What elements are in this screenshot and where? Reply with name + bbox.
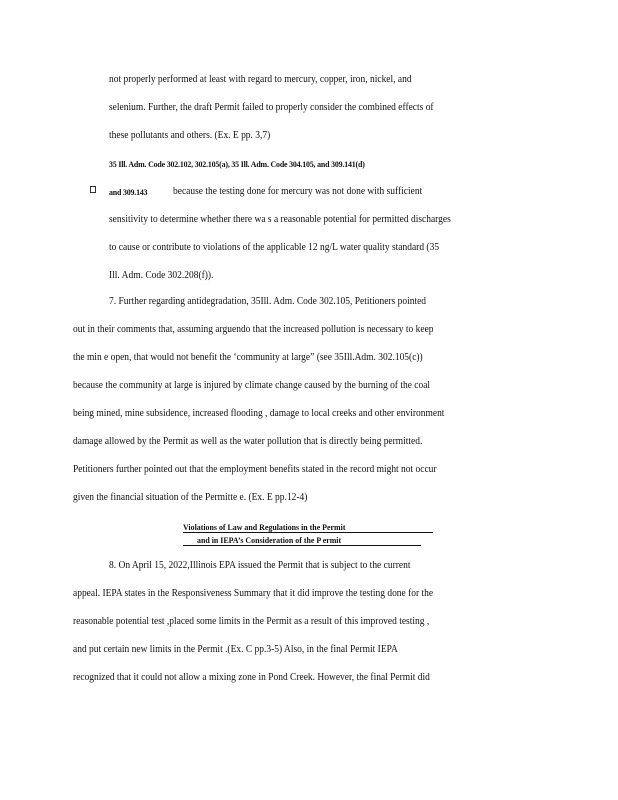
text-line: these pollutants and others. (Ex. E pp. 3,7)	[109, 130, 271, 141]
heading-underline	[183, 545, 421, 546]
paragraph-line: out in their comments that, assuming arguendo that the increased pollution is necessary to keep	[73, 324, 434, 335]
paragraph-line: recognized that it could not allow a mixing zone in Pond Creek. However, the final Permit did	[73, 672, 430, 683]
paragraph-line: appeal. IEPA states in the Responsiveness Summary that it did improve the testing done for the	[73, 588, 434, 599]
text-line: sensitivity to determine whether there wa s a reasonable potential for permitted discharges	[109, 214, 451, 225]
paragraph-line: 8. On April 15, 2022,Illinois EPA issued the Permit that is subject to the current	[109, 560, 411, 571]
heading-underline	[183, 532, 433, 533]
paragraph-line: the min e open, that would not benefit the ‘community at large” (see 35Ill.Adm. 302.105(c))	[73, 352, 423, 363]
text-line: to cause or contribute to violations of the applicable 12 ng/L water quality standard (35	[109, 242, 440, 253]
paragraph-line: because the community at large is injured by climate change caused by the burning of the coal	[73, 380, 431, 391]
paragraph-line: reasonable potential test ,placed some limits in the Permit as a result of this improved testing ,	[73, 616, 430, 627]
bullet-box-icon	[90, 186, 96, 193]
text-line: Ill. Adm. Code 302.208(f)).	[109, 270, 214, 281]
paragraph-line: damage allowed by the Permit as well as the water pollution that is directly being permitted.	[73, 436, 423, 447]
paragraph-line: 7. Further regarding antidegradation, 35Ill. Adm. Code 302.105, Petitioners pointed	[109, 296, 427, 307]
text-line: not properly performed at least with regard to mercury, copper, iron, nickel, and	[109, 74, 412, 85]
text-line: because the testing done for mercury was not done with sufficient	[173, 186, 423, 197]
paragraph-line: being mined, mine subsidence, increased flooding , damage to local creeks and other environment	[73, 408, 445, 419]
citation-line: and 309.143	[109, 187, 148, 197]
paragraph-line: Petitioners further pointed out that the employment benefits stated in the record might not occur	[73, 464, 437, 475]
section-heading-line1: Violations of Law and Regulations in the Permit	[183, 522, 346, 532]
section-heading-line2: and in IEPA’s Consideration of the P ermit	[197, 535, 342, 545]
text-line: selenium. Further, the draft Permit failed to properly consider the combined effects of	[109, 102, 434, 113]
citation-line: 35 Ill. Adm. Code 302.102, 302.105(a), 35 Ill. Adm. Code 304.105, and 309.141(d)	[109, 159, 365, 169]
paragraph-line: given the financial situation of the Permitte e. (Ex. E pp.12-4)	[73, 492, 308, 503]
paragraph-line: and put certain new limits in the Permit .(Ex. C pp.3-5) Also, in the final Permit IEPA	[73, 644, 398, 655]
